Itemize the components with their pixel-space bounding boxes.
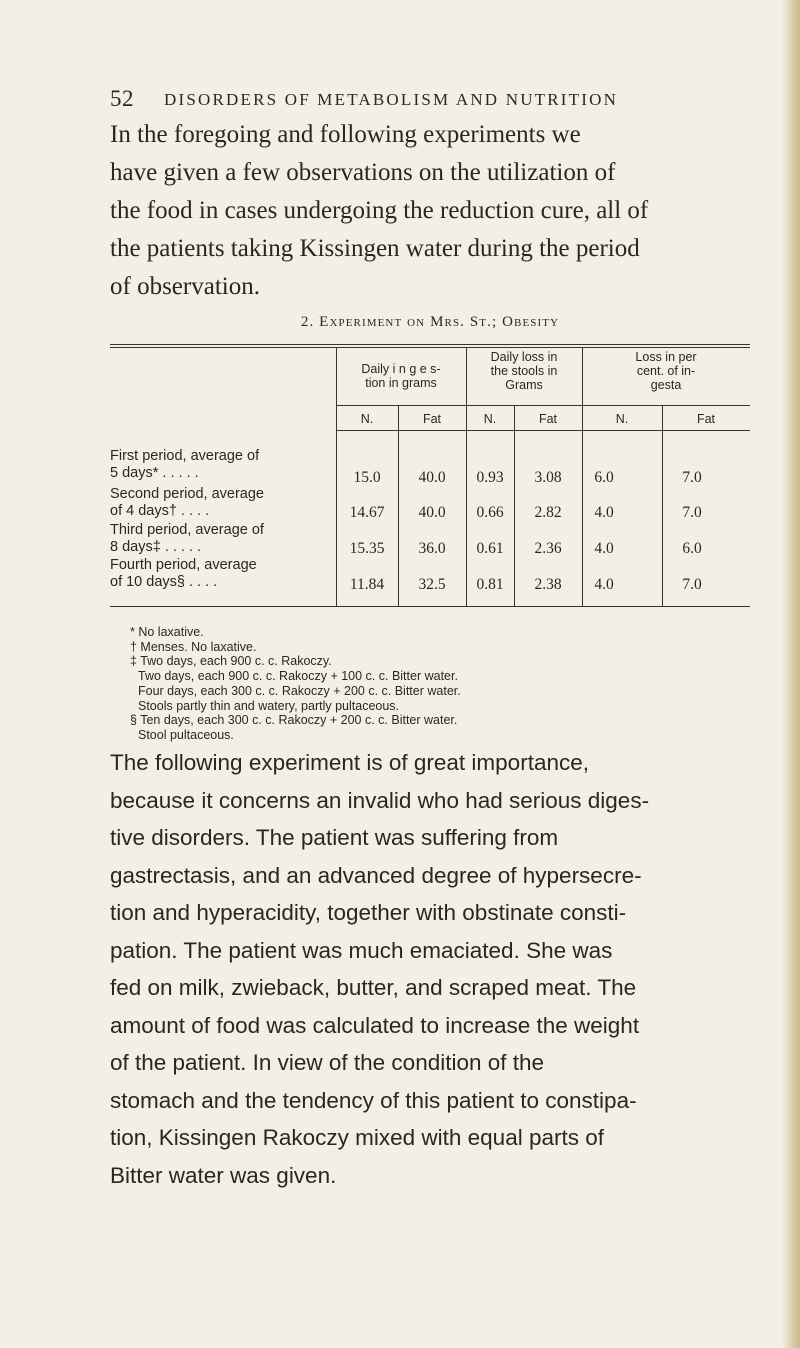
table-cell: 36.0: [418, 540, 446, 557]
page-number: 52: [110, 86, 134, 111]
table-cell: 6.0: [682, 540, 702, 557]
table-cell: 7.0: [682, 469, 702, 486]
running-title: DISORDERS OF METABOLISM AND NUTRITION: [164, 90, 619, 109]
body-line: because it concerns an invalid who had serious diges-: [110, 787, 650, 813]
table-bottom-rule: [110, 606, 750, 607]
table-cell: 4.0: [594, 540, 614, 557]
table-cell: 0.61: [476, 540, 504, 557]
header-percent-loss: Loss in per cent. of in- gesta: [635, 350, 697, 392]
footnotes: [130, 625, 730, 743]
footnote: ‡ Two days, each 900 c. c. Rakoczy.: [130, 654, 332, 669]
subheader-fat: Fat: [422, 412, 442, 426]
footnote: Two days, each 900 c. c. Rakoczy + 100 c. c. Bitter water.: [138, 669, 458, 684]
intro-line: the patients taking Kissingen water during the period: [110, 235, 640, 262]
table-cell: 40.0: [418, 504, 446, 521]
body-paragraph: [110, 744, 750, 1194]
subheader-n: N.: [483, 412, 497, 426]
body-line: amount of food was calculated to increase the weight: [110, 1012, 640, 1038]
table-cell: 0.93: [476, 469, 504, 486]
row-label: First period, average of 5 days* . . . . .: [110, 448, 260, 481]
body-line: tive disorders. The patient was suffering from: [110, 825, 559, 850]
table-cell: 11.84: [349, 576, 385, 593]
subheader-fat: Fat: [696, 412, 716, 426]
intro-line: of observation.: [110, 273, 260, 300]
table-cell: 0.81: [476, 576, 504, 593]
subheader-n: N.: [360, 412, 374, 426]
table-top-rule-inner: [110, 347, 750, 348]
table-cell: 4.0: [594, 576, 614, 593]
page-edge: [782, 0, 800, 1348]
intro-paragraph: [110, 116, 750, 306]
body-line: of the patient. In view of the condition of the: [110, 1050, 545, 1075]
footnote: Stool pultaceous.: [138, 727, 234, 742]
table-cell: 15.35: [349, 540, 385, 557]
row-label: Second period, average of 4 days† . . . .: [110, 486, 264, 519]
body-line: tion, Kissingen Rakoczy mixed with equal parts of: [110, 1125, 604, 1150]
footnote: Stools partly thin and watery, partly pultaceous.: [138, 698, 400, 713]
table-cell: 2.36: [534, 540, 562, 557]
body-line: The following experiment is of great importance,: [110, 750, 589, 775]
table-cell: 6.0: [594, 469, 614, 486]
table-cell: 14.67: [349, 504, 385, 521]
table-cell: 4.0: [594, 504, 614, 521]
header-stool-loss: Daily loss in the stools in Grams: [490, 350, 558, 392]
subheader-fat: Fat: [538, 412, 558, 426]
table-cell: 7.0: [682, 576, 702, 593]
table-cell: 3.08: [534, 469, 562, 486]
table-top-rule: [110, 344, 750, 345]
footnote: † Menses. No laxative.: [130, 639, 257, 654]
row-label: Fourth period, average of 10 days§ . . . .: [110, 557, 257, 590]
table-cell: 2.38: [534, 576, 562, 593]
running-header: [110, 86, 710, 116]
table-cell: 40.0: [418, 469, 446, 486]
column-divider: [398, 405, 399, 606]
table-cell: 0.66: [476, 504, 504, 521]
subheader-n: N.: [615, 412, 629, 426]
intro-line: the food in cases undergoing the reduction cure, all of: [110, 197, 649, 224]
body-line: Bitter water was given.: [110, 1162, 337, 1188]
body-line: gastrectasis, and an advanced degree of hypersecre-: [110, 862, 642, 888]
table-cell: 32.5: [418, 576, 446, 593]
table-cell: 15.0: [353, 469, 381, 486]
footnote: Four days, each 300 c. c. Rakoczy + 200 c. c. Bitter water.: [138, 683, 461, 698]
table-cell: 2.82: [534, 504, 562, 521]
row-label: Third period, average of 8 days‡ . . . . .: [110, 522, 264, 555]
body-line: fed on milk, zwieback, butter, and scraped meat. The: [110, 975, 637, 1000]
header-ingestion: Daily i n g e s- tion in grams: [361, 362, 441, 390]
body-line: tion and hyperacidity, together with obstinate consti-: [110, 900, 627, 925]
table-cell: 7.0: [682, 504, 702, 521]
body-line: stomach and the tendency of this patient to constipa-: [110, 1087, 637, 1113]
footnote: § Ten days, each 300 c. c. Rakoczy + 200 c. c. Bitter water.: [130, 713, 458, 728]
footnote: * No laxative.: [130, 625, 204, 639]
experiment-title: 2. Experiment on Mrs. St.; Obesity: [300, 314, 560, 330]
body-line: pation. The patient was much emaciated. She was: [110, 937, 613, 963]
intro-line: have given a few observations on the utilization of: [110, 159, 616, 186]
intro-line: In the foregoing and following experiments we: [110, 121, 581, 148]
